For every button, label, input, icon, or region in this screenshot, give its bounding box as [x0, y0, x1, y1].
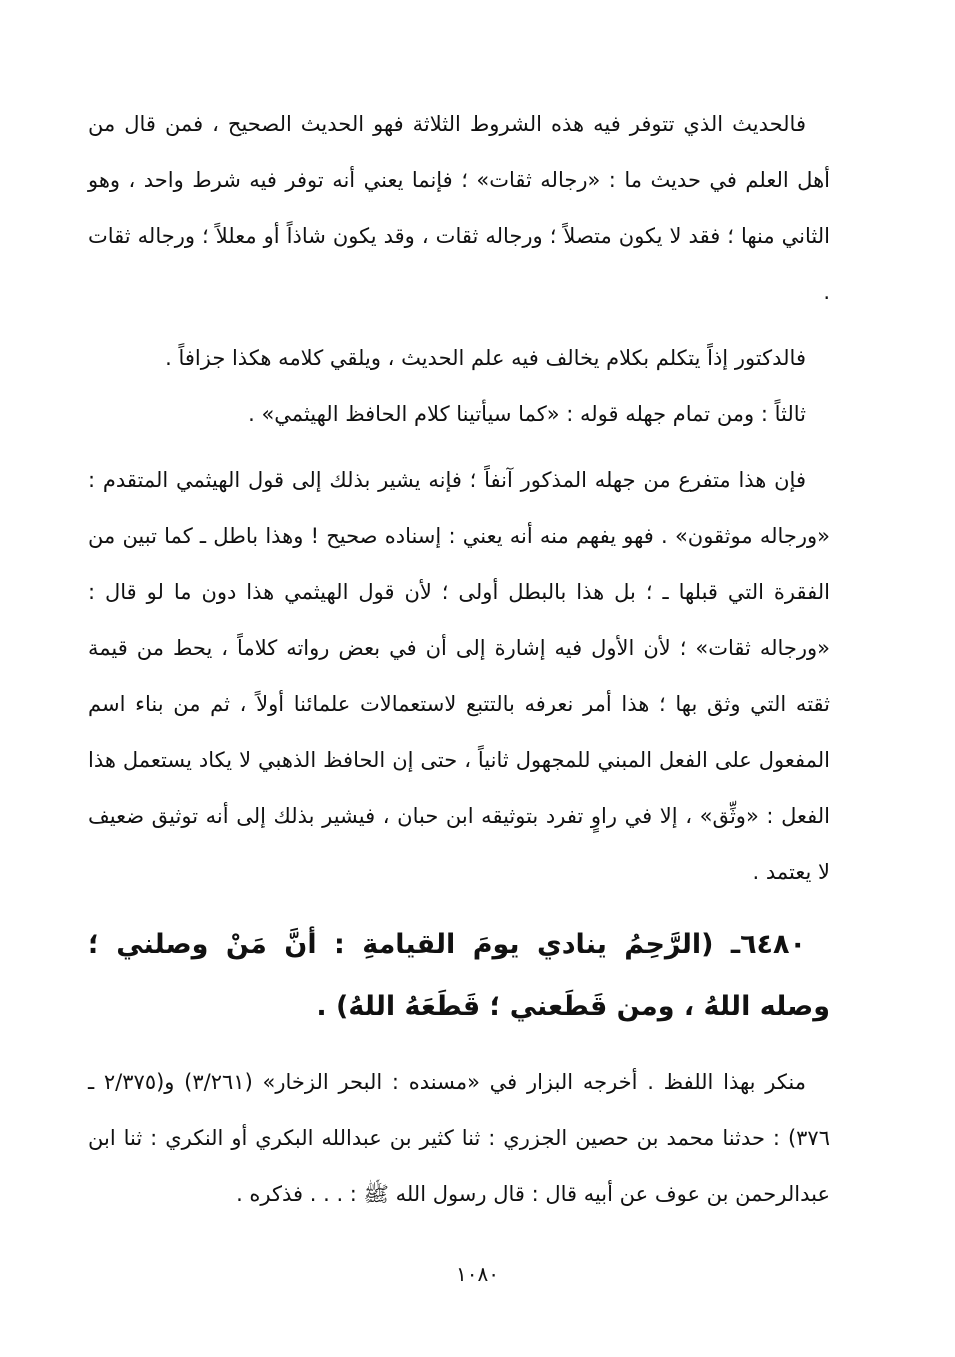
page-number: ١٠٨٠: [456, 1262, 499, 1286]
paragraph-haythami-discussion: فإن هذا متفرع من جهله المذكور آنفاً ؛ فإنه يشير بذلك إلى قول الهيثمي المتقدم : «ورجاله موثقون» . فهو يفهم منه أنه يعني : إسناده صحيح ! وهذا باطل ـ كما تبين من الفقرة التي قبلها ـ ؛ بل هذا بالبطل أولى ؛ لأن قول الهيثمي هذا دون ما لو قال : «ورجاله ثقات» ؛ لأن الأول فيه إشارة إلى أن في بعض رواته كلاماً ، يحط من قيمة ثقته التي وثق بها ؛ هذا أمر نعرفه بالتتبع لاستعمالات علمائنا أولاً ، ثم من بناء اسم المفعول على الفعل المبني للمجهول ثانياً ، حتى إن الحافظ الذهبي لا يكاد يستعمل هذا الفعل : «وثِّق» ، إلا في راوٍ تفرد بتوثيقه ابن حبان ، فيشير بذلك إلى أنه توثيق ضعيف لا يعتمد .: [88, 468, 830, 884]
paragraph-takhrij: منكر بهذا اللفظ . أخرجه البزار في «مسنده : البحر الزخار» (٣/٢٦١) و(٢/٣٧٥ ـ ٣٧٦) : حدثنا محمد بن حصين الجزري : ثنا كثير بن عبدالله البكري أو النكري : ثنا ابن عبدالرحمن بن عوف عن أبيه قال : قال رسول الله ﷺ : . . . فذكره .: [88, 1070, 830, 1206]
paragraph-doctor-remark: فالدكتور إذاً يتكلم بكلام يخالف فيه علم الحديث ، ويلقي كلامه هكذا جزافاً .: [165, 346, 806, 370]
paragraph-point-three: ثالثاً : ومن تمام جهله قوله : «كما سيأتينا كلام الحافظ الهيثمي» .: [248, 402, 806, 426]
hadith-heading: [88, 914, 830, 1038]
hadith-text: ـ (الرَّحِمُ ينادي يومَ القيامةِ : أنَّ مَنْ وصلني ؛ وصله اللهُ ، ومن قَطَعني ؛ قَطَعَهُ اللهُ) .: [88, 929, 830, 1022]
page-body: [88, 96, 830, 1222]
hadith-number: ٦٤٨٠: [740, 929, 806, 960]
paragraph-sahih-definition: فالحديث الذي تتوفر فيه هذه الشروط الثلاثة فهو الحديث الصحيح ، فمن قال من أهل العلم في حديث ما : «رجاله ثقات» ؛ فإنما يعني أنه توفر فيه شرط واحد ، وهو الثاني منها ؛ فقد لا يكون متصلاً ؛ ورجاله ثقات ، وقد يكون شاذاً أو معللاً ؛ ورجاله ثقات .: [88, 112, 830, 304]
